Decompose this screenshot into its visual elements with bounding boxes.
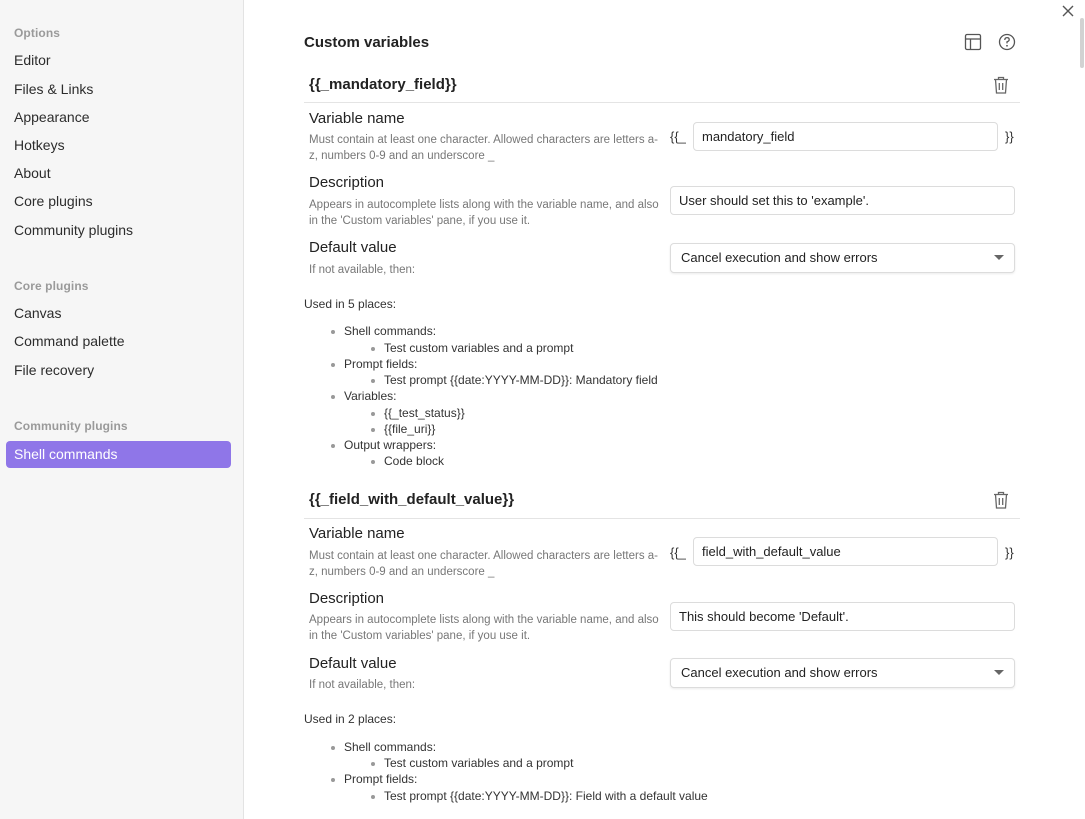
used-in-label: Used in 2 places: bbox=[304, 712, 397, 726]
variable-name-label: Variable name bbox=[309, 110, 405, 127]
sidebar-heading-community-plugins: Community plugins bbox=[14, 419, 128, 433]
scrollbar[interactable] bbox=[1080, 18, 1084, 68]
variable-name-input[interactable] bbox=[693, 537, 998, 566]
help-circle-icon[interactable] bbox=[997, 32, 1017, 52]
sidebar-item-editor[interactable]: Editor bbox=[14, 52, 51, 68]
variable-title: {{_mandatory_field}} bbox=[309, 76, 457, 93]
usage-variables: Variables: bbox=[344, 389, 397, 403]
variable-prefix: {{_ bbox=[670, 545, 686, 560]
sidebar-item-core-plugins[interactable]: Core plugins bbox=[14, 193, 93, 209]
layout-icon[interactable] bbox=[963, 32, 983, 52]
sidebar-item-command-palette[interactable]: Command palette bbox=[14, 333, 125, 349]
default-value-label: Default value bbox=[309, 655, 397, 672]
usage-shell-commands: Shell commands: bbox=[344, 740, 437, 754]
variable-name-description: Must contain at least one character. Allowed characters are letters a-z, numbers 0-9 and an underscore _ bbox=[309, 134, 659, 162]
usage-prompt-fields: Prompt fields: bbox=[344, 772, 418, 786]
usage-item: Test prompt {{date:YYYY-MM-DD}}: Field with a default value bbox=[384, 789, 708, 803]
sidebar-item-shell-commands[interactable]: Shell commands bbox=[6, 441, 231, 468]
description-description: Appears in autocomplete lists along with the variable name, and also in the 'Custom variables' pane, if you use it. bbox=[309, 199, 659, 227]
default-value-select[interactable] bbox=[670, 658, 1015, 688]
usage-item: Code block bbox=[384, 454, 445, 468]
variable-name-description: Must contain at least one character. Allowed characters are letters a-z, numbers 0-9 and an underscore _ bbox=[309, 550, 659, 578]
description-label: Description bbox=[309, 174, 385, 191]
sidebar-heading-core-plugins: Core plugins bbox=[14, 279, 89, 293]
trash-icon[interactable] bbox=[992, 75, 1010, 95]
trash-icon[interactable] bbox=[992, 490, 1010, 510]
close-icon[interactable] bbox=[1059, 4, 1076, 21]
description-input[interactable] bbox=[670, 602, 1015, 631]
usage-shell-commands: Shell commands: bbox=[344, 324, 437, 338]
sidebar-item-appearance[interactable]: Appearance bbox=[14, 109, 90, 125]
usage-item: Test custom variables and a prompt bbox=[384, 756, 574, 770]
description-description: Appears in autocomplete lists along with the variable name, and also in the 'Custom variables' pane, if you use it. bbox=[309, 614, 659, 642]
sidebar-item-files-links[interactable]: Files & Links bbox=[14, 81, 94, 97]
used-in-label: Used in 5 places: bbox=[304, 297, 397, 311]
default-value-description: If not available, then: bbox=[309, 679, 416, 691]
sidebar-item-hotkeys[interactable]: Hotkeys bbox=[14, 137, 65, 153]
variable-name-label: Variable name bbox=[309, 525, 405, 542]
variable-name-input[interactable] bbox=[693, 122, 998, 151]
usage-item: {{_test_status}} bbox=[384, 406, 465, 420]
sidebar-item-about[interactable]: About bbox=[14, 165, 51, 181]
variable-title: {{_field_with_default_value}} bbox=[309, 491, 515, 508]
usage-item: Test prompt {{date:YYYY-MM-DD}}: Mandatory field bbox=[384, 373, 658, 387]
divider bbox=[304, 518, 1020, 519]
default-value-selected: Cancel execution and show errors bbox=[681, 665, 878, 680]
section-title: Custom variables bbox=[304, 34, 430, 51]
usage-output-wrappers: Output wrappers: bbox=[344, 438, 437, 452]
chevron-down-icon bbox=[994, 670, 1004, 675]
description-input[interactable] bbox=[670, 186, 1015, 215]
usage-item: Test custom variables and a prompt bbox=[384, 341, 574, 355]
default-value-label: Default value bbox=[309, 239, 397, 256]
sidebar-item-file-recovery[interactable]: File recovery bbox=[14, 362, 95, 378]
sidebar-heading-options: Options bbox=[14, 26, 61, 40]
default-value-select[interactable] bbox=[670, 243, 1015, 273]
variable-suffix: }} bbox=[1005, 545, 1014, 560]
sidebar-item-canvas[interactable]: Canvas bbox=[14, 305, 62, 321]
settings-sidebar bbox=[0, 0, 244, 819]
usage-prompt-fields: Prompt fields: bbox=[344, 357, 418, 371]
variable-suffix: }} bbox=[1005, 129, 1014, 144]
usage-item: {{file_uri}} bbox=[384, 422, 436, 436]
sidebar-item-community-plugins[interactable]: Community plugins bbox=[14, 222, 134, 238]
description-label: Description bbox=[309, 590, 385, 607]
chevron-down-icon bbox=[994, 255, 1004, 260]
default-value-selected: Cancel execution and show errors bbox=[681, 250, 878, 265]
default-value-description: If not available, then: bbox=[309, 264, 416, 276]
variable-prefix: {{_ bbox=[670, 129, 686, 144]
divider bbox=[304, 102, 1020, 103]
